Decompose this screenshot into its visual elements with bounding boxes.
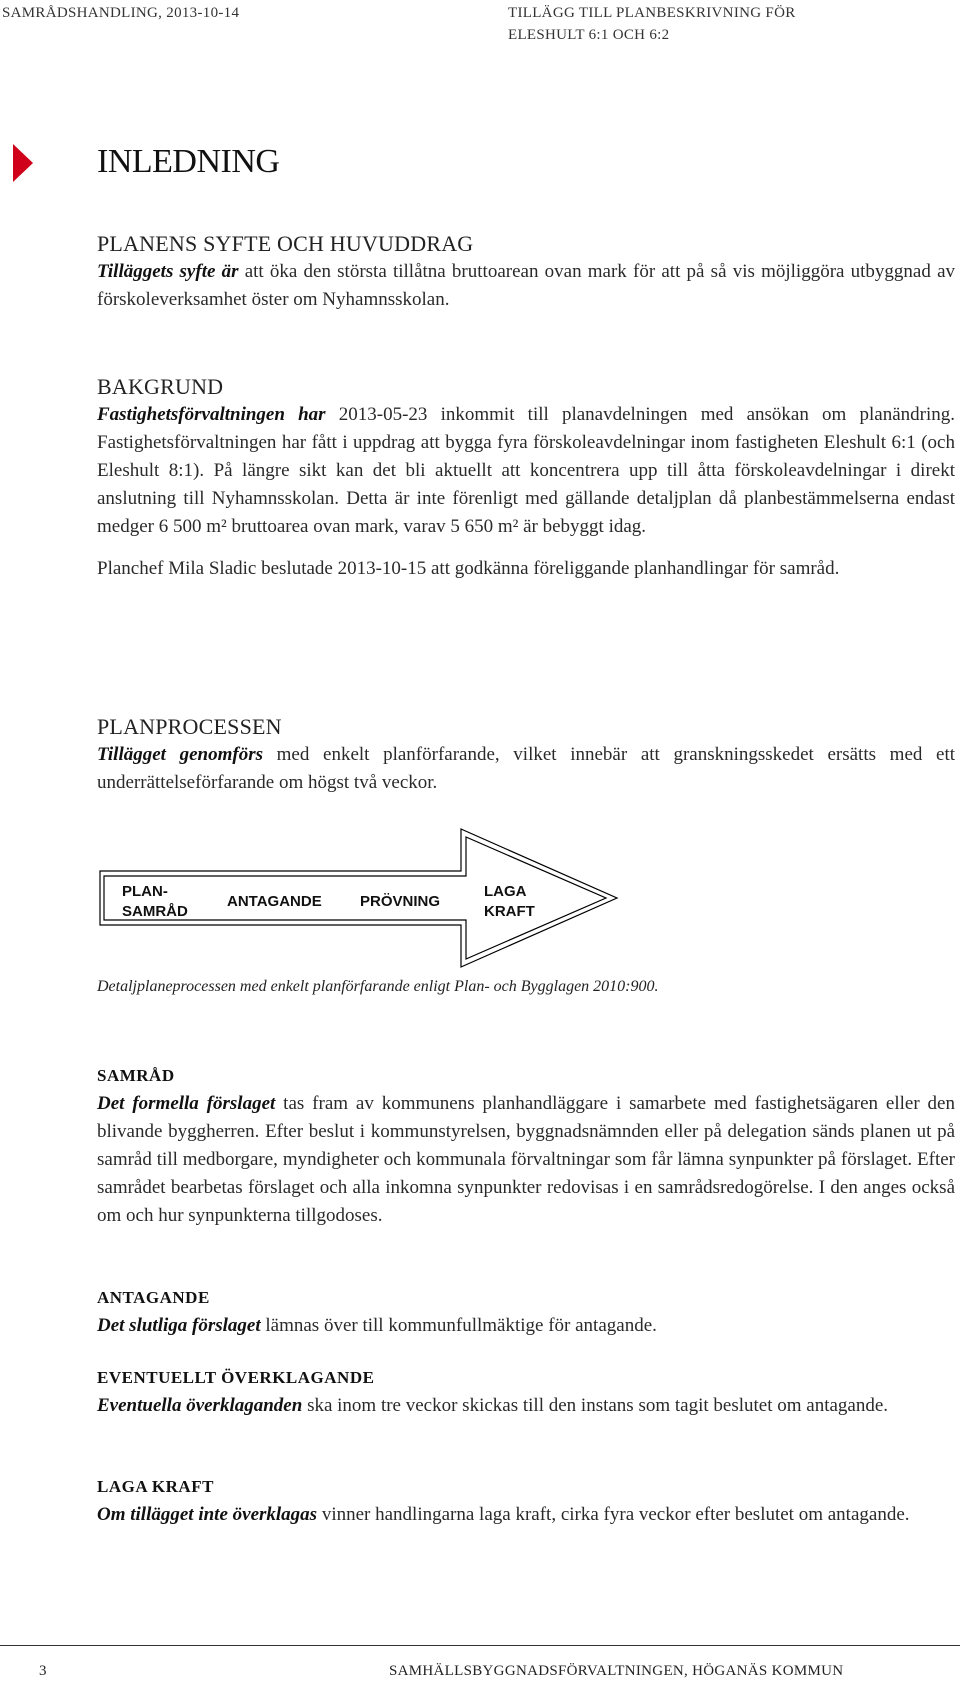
diagram-step-antagande: ANTAGANDE: [227, 893, 322, 910]
bakgrund-lead: Fastighetsförvaltningen har: [97, 404, 326, 425]
bakgrund-paragraph-2: Planchef Mila Sladic beslutade 2013-10-15 att godkänna föreliggande planhandlingar för samråd.: [97, 558, 840, 579]
syfte-heading: PLANENS SYFTE OCH HUVUDDRAG: [97, 231, 474, 256]
header-right-line1: TILLÄGG TILL PLANBESKRIVNING FÖR: [508, 5, 796, 21]
antagande-text: lämnas över till kommunfullmäktige för antagande.: [260, 1315, 657, 1336]
antagande-lead: Det slutliga förslaget: [97, 1315, 261, 1336]
lagakraft-text: vinner handlingarna laga kraft, cirka fyra veckor efter beslutet om antagande.: [317, 1504, 910, 1525]
section-samrad: [97, 1062, 955, 1230]
header-right-line2: ELESHULT 6:1 OCH 6:2: [508, 27, 670, 43]
planprocessen-paragraph: [97, 741, 955, 797]
syfte-text: att öka den största tillåtna bruttoarean ovan mark för att på så vis möjliggöra utbyggnad av förskoleverksamhet öster om Nyhamnsskolan.: [97, 261, 956, 310]
header-left: SAMRÅDSHANDLING, 2013-10-14: [2, 5, 240, 21]
samrad-text: tas fram av kommunens planhandläggare i samarbete med fastighetsägaren eller den blivande byggherren. Efter beslut i kommunstyrelsen, byggnadsnämnden eller på delegation sänds planen ut på samråd till medborgare, myndigheter och kommunala förvaltningar som får lämna synpunkter på förslaget. Efter samrådet bearbetas förslaget och alla inkomna synpunkter redovisas i en samrådsredogörelse. I den anges också om och hur synpunkterna tillgodoses.: [97, 1093, 955, 1226]
samrad-paragraph: [97, 1090, 955, 1230]
lagakraft-lead: Om tillägget inte överklagas: [97, 1504, 318, 1525]
overklagande-heading: EVENTUELLT ÖVERKLAGANDE: [97, 1368, 375, 1387]
section-syfte: [97, 230, 955, 314]
syfte-paragraph: [97, 258, 955, 314]
process-arrow-inner: [104, 837, 606, 959]
section-lagakraft: [97, 1473, 955, 1529]
page-title: INLEDNING: [97, 143, 280, 180]
diagram-step-plansamrad-line2: SAMRÅD: [122, 903, 188, 920]
bakgrund-heading: BAKGRUND: [97, 374, 224, 399]
diagram-step-plansamrad-line1: PLAN-: [122, 883, 168, 900]
section-bakgrund: [97, 373, 955, 583]
process-arrow-diagram: [97, 826, 627, 971]
footer-organization: SAMHÄLLSBYGGNADSFÖRVALTNINGEN, HÖGANÄS KOMMUN: [389, 1663, 844, 1679]
planprocessen-heading: PLANPROCESSEN: [97, 714, 282, 739]
section-marker-icon: [13, 144, 33, 182]
bakgrund-text: 2013-05-23 inkommit till planavdelningen med ansökan om planändring. Fastighetsförvaltningen har fått i uppdrag att bygga fyra förskoleavdelningar inom fastigheten Eleshult 6:1 (och Eleshult 8:1). På längre sikt kan det bli aktuellt att koncentrera upp till åtta förskoleavdelningar i direkt anslutning till Nyhamnsskolan. Detta är inte förenligt med gällande detaljplan då planbestämmelserna endast medger 6 500 m² bruttoarea ovan mark, varav 5 650 m² är bebyggt idag.: [97, 404, 956, 537]
diagram-step-lagakraft-line2: KRAFT: [484, 903, 535, 920]
section-antagande: [97, 1284, 955, 1340]
overklagande-paragraph: [97, 1392, 955, 1420]
section-overklagande: [97, 1364, 955, 1420]
overklagande-text: ska inom tre veckor skickas till den instans som tagit beslutet om antagande.: [302, 1395, 889, 1416]
lagakraft-heading: LAGA KRAFT: [97, 1477, 214, 1496]
antagande-heading: ANTAGANDE: [97, 1288, 210, 1307]
diagram-step-provning: PRÖVNING: [360, 893, 441, 910]
diagram-caption: Detaljplaneprocessen med enkelt planförfarande enligt Plan- och Bygglagen 2010:900.: [97, 978, 659, 995]
section-planprocessen: [97, 713, 955, 797]
samrad-heading: SAMRÅD: [97, 1066, 175, 1085]
antagande-paragraph: [97, 1312, 955, 1340]
planprocessen-text: med enkelt planförfarande, vilket innebär att granskningsskedet ersätts med ett underrättelseförfarande om högst två veckor.: [97, 744, 956, 793]
diagram-step-lagakraft-line1: LAGA: [484, 883, 527, 900]
planprocessen-lead: Tillägget genomförs: [97, 744, 263, 765]
lagakraft-paragraph: [97, 1501, 955, 1529]
page-number: 3: [39, 1663, 47, 1679]
samrad-lead: Det formella förslaget: [97, 1093, 276, 1114]
header-right: [508, 2, 796, 46]
syfte-lead: Tilläggets syfte är: [97, 261, 239, 282]
overklagande-lead: Eventuella överklaganden: [97, 1395, 303, 1416]
bakgrund-paragraph: [97, 401, 955, 541]
footer-divider: [0, 1645, 960, 1646]
